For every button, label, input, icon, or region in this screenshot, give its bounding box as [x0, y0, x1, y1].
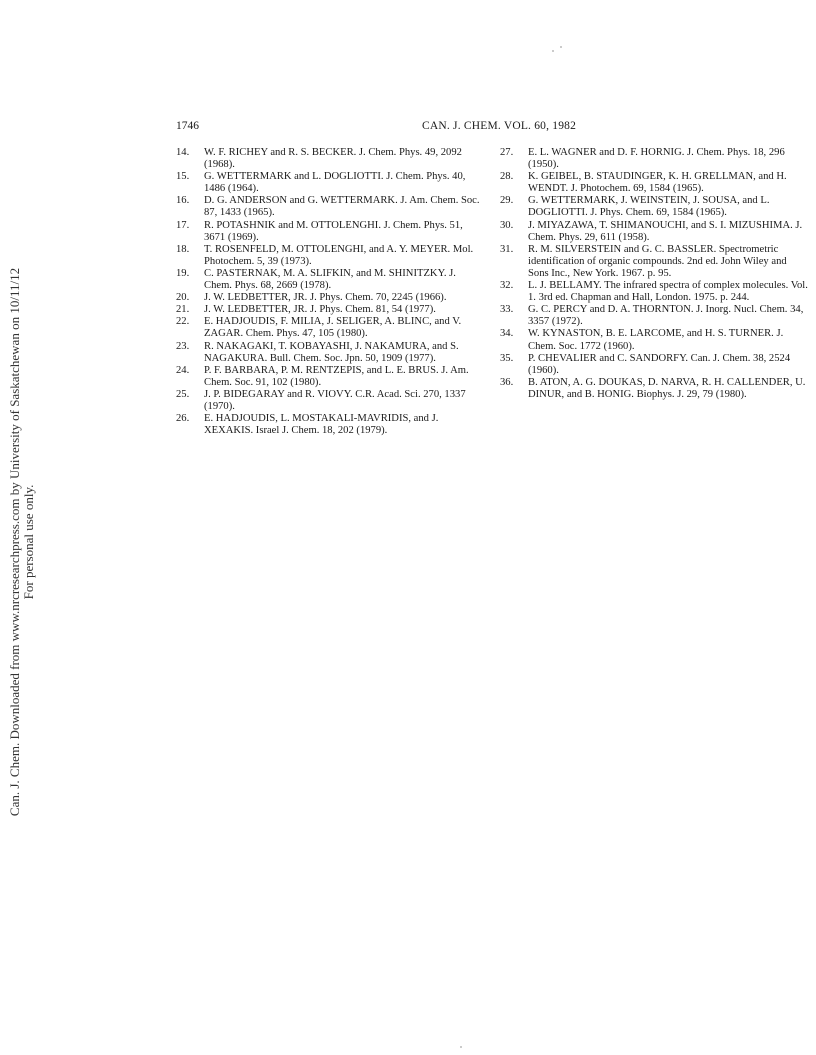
reference-text: J. MIYAZAWA, T. SHIMANOUCHI, and S. I. MIZUSHIMA. J. Chem. Phys. 29, 611 (1958). [528, 219, 803, 243]
reference-number: 22. [176, 316, 190, 328]
reference-item [500, 171, 808, 195]
reference-item [500, 195, 808, 219]
reference-text: B. ATON, A. G. DOUKAS, D. NARVA, R. H. CALLENDER, U. DINUR, and B. HONIG. Biophys. J. 29, 79 (1980). [528, 376, 806, 400]
reference-item [176, 147, 484, 171]
reference-item [500, 353, 808, 377]
references-left-column [176, 147, 484, 437]
reference-item [176, 413, 484, 437]
reference-item [176, 244, 484, 268]
reference-item [500, 328, 808, 352]
reference-item [176, 389, 484, 413]
reference-item [176, 341, 484, 365]
reference-item [500, 280, 808, 304]
reference-text: G. C. PERCY and D. A. THORNTON. J. Inorg. Nucl. Chem. 34, 3357 (1972). [528, 304, 804, 328]
reference-text: P. CHEVALIER and C. SANDORFY. Can. J. Chem. 38, 2524 (1960). [528, 352, 791, 376]
reference-item [500, 377, 808, 401]
reference-text: D. G. ANDERSON and G. WETTERMARK. J. Am. Chem. Soc. 87, 1433 (1965). [204, 195, 480, 219]
reference-item [176, 220, 484, 244]
reference-item [176, 292, 484, 304]
page-number: 1746 [176, 120, 199, 132]
reference-number: 18. [176, 243, 190, 255]
reference-text: W. KYNASTON, B. E. LARCOME, and H. S. TURNER. J. Chem. Soc. 1772 (1960). [528, 328, 784, 352]
reference-number: 28. [500, 171, 514, 183]
reference-item [500, 244, 808, 280]
reference-text: R. POTASHNIK and M. OTTOLENGHI. J. Chem. Phys. 51, 3671 (1969). [204, 219, 463, 243]
reference-number: 29. [500, 195, 514, 207]
reference-text: G. WETTERMARK and L. DOGLIOTTI. J. Chem. Phys. 40, 1486 (1964). [204, 171, 466, 195]
reference-item [500, 304, 808, 328]
reference-number: 27. [500, 147, 514, 158]
reference-number: 32. [500, 280, 514, 292]
reference-number: 23. [176, 340, 190, 352]
reference-number: 14. [176, 147, 190, 158]
reference-number: 25. [176, 388, 190, 400]
references-right-column [500, 147, 808, 401]
reference-number: 24. [176, 364, 190, 376]
reference-item [500, 147, 808, 171]
reference-item [176, 316, 484, 340]
reference-text: E. HADJOUDIS, L. MOSTAKALI-MAVRIDIS, and J. XEXAKIS. Israel J. Chem. 18, 202 (1979). [204, 413, 439, 437]
reference-number: 26. [176, 413, 190, 425]
reference-text: R. M. SILVERSTEIN and G. C. BASSLER. Spectrometric identification of organic compounds. 2nd ed. John Wiley and Sons Inc., New York. 1967. p. 95. [528, 243, 787, 279]
reference-text: T. ROSENFELD, M. OTTOLENGHI, and A. Y. MEYER. Mol. Photochem. 5, 39 (1973). [204, 243, 474, 267]
page-header [176, 120, 800, 136]
reference-number: 16. [176, 195, 190, 207]
download-watermark-text [8, 268, 36, 816]
reference-number: 31. [500, 243, 514, 255]
reference-text: C. PASTERNAK, M. A. SLIFKIN, and M. SHINITZKY. J. Chem. Phys. 68, 2669 (1978). [204, 267, 456, 292]
reference-number: 21. [176, 304, 190, 316]
download-watermark [0, 0, 44, 1055]
reference-item [176, 195, 484, 219]
reference-number: 35. [500, 352, 514, 364]
reference-text: R. NAKAGAKI, T. KOBAYASHI, J. NAKAMURA, and S. NAGAKURA. Bull. Chem. Soc. Jpn. 50, 1909 (1977). [204, 340, 459, 364]
reference-number: 19. [176, 267, 190, 279]
reference-text: J. P. BIDEGARAY and R. VIOVY. C.R. Acad. Sci. 270, 1337 (1970). [204, 388, 466, 412]
reference-item [176, 365, 484, 389]
reference-text: P. F. BARBARA, P. M. RENTZEPIS, and L. E. BRUS. J. Am. Chem. Soc. 91, 102 (1980). [204, 364, 469, 388]
reference-number: 33. [500, 304, 514, 316]
reference-number: 20. [176, 292, 190, 304]
watermark-line-1: Can. J. Chem. Downloaded from www.nrcresearchpress.com by University of Saskatchewan on 10/11/12 [7, 267, 22, 817]
reference-text: G. WETTERMARK, J. WEINSTEIN, J. SOUSA, and L. DOGLIOTTI. J. Phys. Chem. 69, 1584 (1965). [528, 195, 770, 219]
reference-text: E. L. WAGNER and D. F. HORNIG. J. Chem. Phys. 18, 296 (1950). [528, 147, 785, 171]
reference-number: 17. [176, 219, 190, 231]
reference-text: E. HADJOUDIS, F. MILIA, J. SELIGER, A. BLINC, and V. ZAGAR. Chem. Phys. 47, 105 (1980). [204, 316, 462, 340]
scan-speck [552, 50, 554, 52]
reference-text: J. W. LEDBETTER, JR. J. Phys. Chem. 81, 54 (1977). [204, 304, 436, 316]
scan-speck [460, 1046, 462, 1048]
reference-item [176, 304, 484, 316]
reference-number: 34. [500, 328, 514, 340]
scan-speck [560, 46, 562, 48]
reference-number: 30. [500, 219, 514, 231]
reference-number: 15. [176, 171, 190, 183]
running-head: CAN. J. CHEM. VOL. 60, 1982 [422, 120, 577, 132]
reference-text: J. W. LEDBETTER, JR. J. Phys. Chem. 70, 2245 (1966). [204, 292, 447, 304]
reference-number: 36. [500, 376, 514, 388]
watermark-line-2: For personal use only. [21, 484, 36, 600]
reference-text: W. F. RICHEY and R. S. BECKER. J. Chem. Phys. 49, 2092 (1968). [204, 147, 462, 171]
reference-item [176, 171, 484, 195]
reference-item [176, 268, 484, 292]
reference-text: K. GEIBEL, B. STAUDINGER, K. H. GRELLMAN, and H. WENDT. J. Photochem. 69, 1584 (1965). [528, 171, 787, 195]
reference-item [500, 220, 808, 244]
reference-text: L. J. BELLAMY. The infrared spectra of complex molecules. Vol. 1. 3rd ed. Chapman and Hall, London. 1975. p. 244. [528, 280, 808, 304]
